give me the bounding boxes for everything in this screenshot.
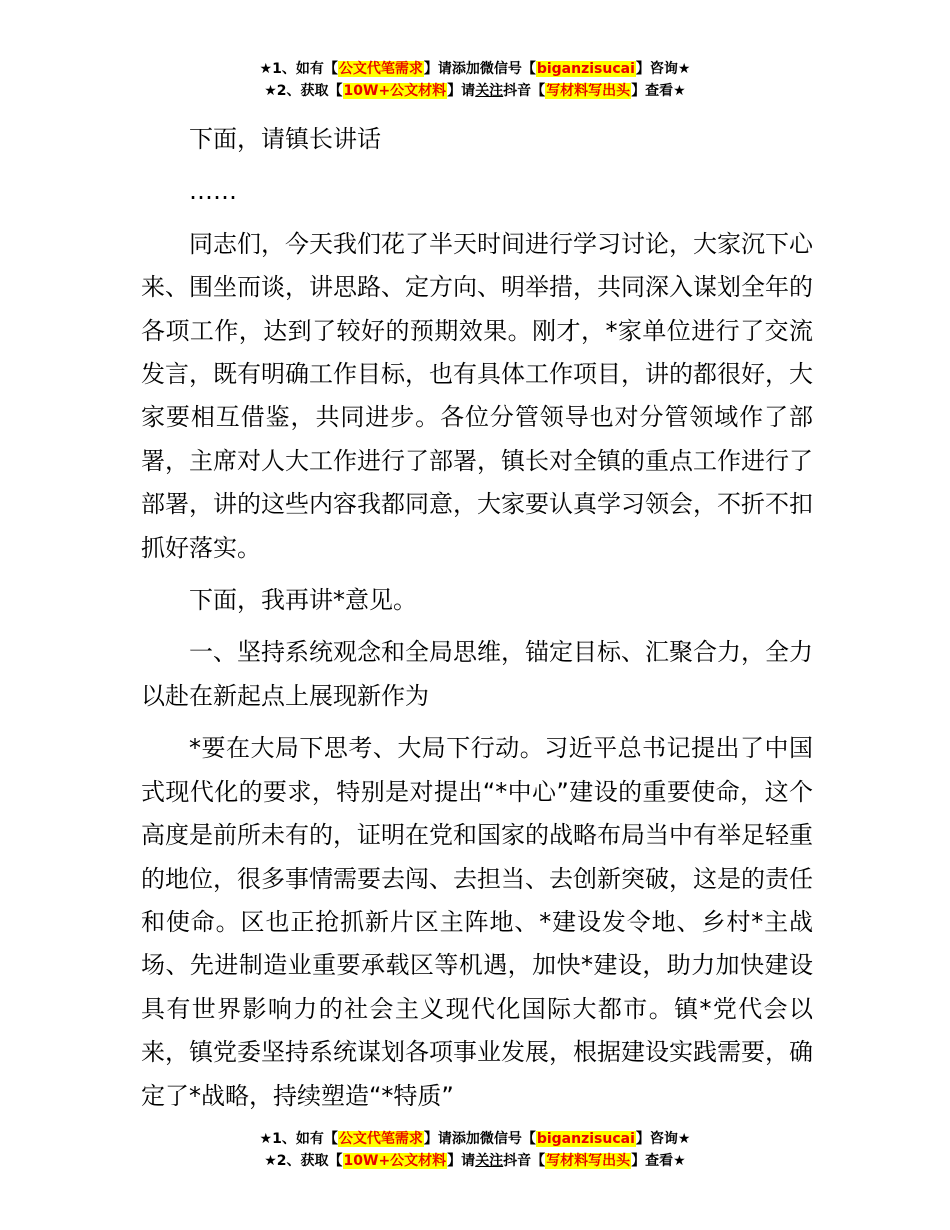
footer-line1-middle: 】请添加微信号【 — [423, 1131, 536, 1147]
header-line2-suffix: 】查看★ — [631, 83, 686, 99]
header-line1-highlight-ghostwriting: 公文代笔需求 — [338, 61, 423, 77]
paragraph-intro: 下面，请镇长讲话 — [189, 125, 381, 153]
footer-line2-highlight-materials: 10W+公文材料 — [343, 1153, 447, 1169]
footer-line1-prefix: ★1、如有【 — [259, 1131, 338, 1147]
footer-line2-middle-b: 抖音【 — [503, 1153, 546, 1169]
footer-line2-follow: 关注 — [475, 1153, 504, 1169]
header-line1-suffix: 】咨询★ — [635, 61, 691, 77]
document-body — [141, 118, 813, 1127]
header-line1-middle: 】请添加微信号【 — [423, 61, 536, 77]
footer-banner-line-1 — [0, 1128, 950, 1150]
header-banner — [0, 58, 950, 102]
section-heading-1: 一、坚持系统观念和全局思维，锚定目标、汇聚合力，全力以赴在新起点上展现新作为 — [141, 638, 813, 710]
footer-line2-middle-a: 】请 — [447, 1153, 476, 1169]
header-line2-highlight-douyin: 写材料写出头 — [546, 83, 631, 99]
footer-line2-suffix: 】查看★ — [631, 1153, 686, 1169]
footer-line1-highlight-wechat-id: biganzisucai — [536, 1131, 635, 1147]
paragraph-ellipsis: …… — [189, 177, 237, 206]
footer-line1-highlight-ghostwriting: 公文代笔需求 — [338, 1131, 423, 1147]
header-line2-prefix: ★2、获取【 — [264, 83, 343, 99]
header-line2-middle-a: 】请 — [447, 83, 476, 99]
paragraph-transition: 下面，我再讲*意见。 — [189, 586, 417, 615]
footer-line2-highlight-douyin: 写材料写出头 — [546, 1153, 631, 1169]
header-line1-highlight-wechat-id: biganzisucai — [536, 61, 635, 77]
header-line2-middle-b: 抖音【 — [503, 83, 546, 99]
footer-banner — [0, 1128, 950, 1172]
footer-banner-line-2 — [0, 1150, 950, 1172]
paragraph-opening: 同志们，今天我们花了半天时间进行学习讨论，大家沉下心来、围坐而谈，讲思路、定方向、明举措，共同深入谋划全年的各项工作，达到了较好的预期效果。刚才，*家单位进行了交流发言，既有明确工作目标，也有具体工作项目，讲的都很好，大家要相互借鉴，共同进步。各位分管领导也对分管领域作了部署，主席对人大工作进行了部署，镇长对全镇的重点工作进行了部署，讲的这些内容我都同意，大家要认真学习领会，不折不扣抓好落实。 — [141, 229, 813, 562]
paragraph-section-1: *要在大局下思考、大局下行动。习近平总书记提出了中国式现代化的要求，特别是对提出“*中心”建设的重要使命，这个高度是前所未有的，证明在党和国家的战略布局当中有举足轻重的地位，很多事情需要去闯、去担当、去创新突破，这是的责任和使命。区也正抢抓新片区主阵地、*建设发令地、乡村*主战场、先进制造业重要承载区等机遇，加快*建设，助力加快建设具有世界影响力的社会主义现代化国际大都市。镇*党代会以来，镇党委坚持系统谋划各项事业发展，根据建设实践需要，确定了*战略，持续塑造“*特质” — [141, 734, 813, 1110]
header-line2-follow: 关注 — [475, 83, 504, 99]
header-line2-highlight-materials: 10W+公文材料 — [343, 83, 447, 99]
footer-line2-prefix: ★2、获取【 — [264, 1153, 343, 1169]
header-banner-line-1 — [0, 58, 950, 80]
footer-line1-suffix: 】咨询★ — [635, 1131, 691, 1147]
header-banner-line-2 — [0, 80, 950, 102]
header-line1-prefix: ★1、如有【 — [259, 61, 338, 77]
